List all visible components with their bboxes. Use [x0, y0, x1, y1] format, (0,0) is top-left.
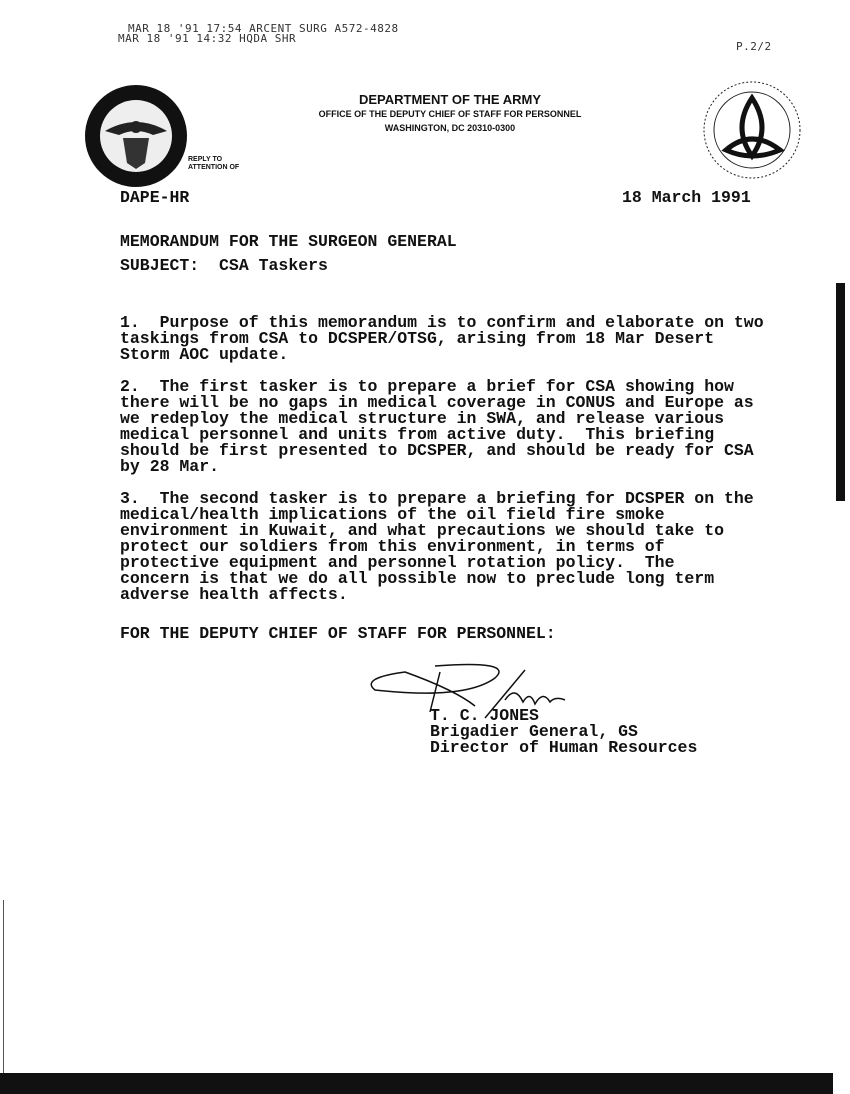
signer-title: Director of Human Resources — [430, 738, 698, 757]
memo-date: 18 March 1991 — [622, 188, 751, 207]
fax-header-line1: MAR 18 '91 17:54 ARCENT SURG A572-4828 — [128, 22, 399, 35]
scan-margin-mark — [836, 283, 845, 501]
page-mark: P.2/2 — [736, 40, 772, 53]
memo-for: MEMORANDUM FOR THE SURGEON GENERAL — [120, 232, 457, 251]
signer-rank: Brigadier General, GS — [430, 722, 638, 741]
scan-edge-line — [3, 900, 4, 1075]
office-symbol: DAPE-HR — [120, 188, 190, 207]
fax-header-line2: MAR 18 '91 14:32 HQDA SHR — [118, 32, 297, 45]
letterhead-address: WASHINGTON, DC 20310-0300 — [384, 123, 516, 133]
letterhead-office: OFFICE OF THE DEPUTY CHIEF OF STAFF FOR PERSONNEL — [318, 109, 582, 119]
memo-subject: SUBJECT: CSA Taskers — [120, 256, 328, 275]
paragraph-1: 1. Purpose of this memorandum is to confirm and elaborate on two taskings from CSA to DCSPER/OTSG, arising from 18 Mar Desert Storm AOC update. — [120, 313, 764, 364]
paragraph-3: 3. The second tasker is to prepare a briefing for DCSPER on the medical/health implications of the oil field fire smoke environment in Kuwait, and what precautions we should take to protect our soldiers from this environment, in terms of protective equipment and personnel rotation policy. The concern is that we do all possible now to preclude long term adverse health affects. — [120, 489, 754, 604]
dod-seal-icon — [83, 83, 189, 189]
signer-name: T. C. JONES — [430, 706, 539, 725]
letterhead-title: DEPARTMENT OF THE ARMY — [359, 92, 541, 107]
scan-bottom-bar — [0, 1073, 833, 1094]
paragraph-2: 2. The first tasker is to prepare a brief for CSA showing how there will be no gaps in medical coverage in CONUS and Europe as we redeploy the medical structure in SWA, and release various medical personnel and units from active duty. This briefing should be first presented to DCSPER, and should be ready for CSA by 28 Mar. — [120, 377, 754, 476]
reply-to-label: REPLY TO ATTENTION OF — [188, 156, 240, 171]
bicentennial-seal-icon — [700, 78, 804, 182]
closing-line: FOR THE DEPUTY CHIEF OF STAFF FOR PERSONNEL: — [120, 624, 556, 643]
